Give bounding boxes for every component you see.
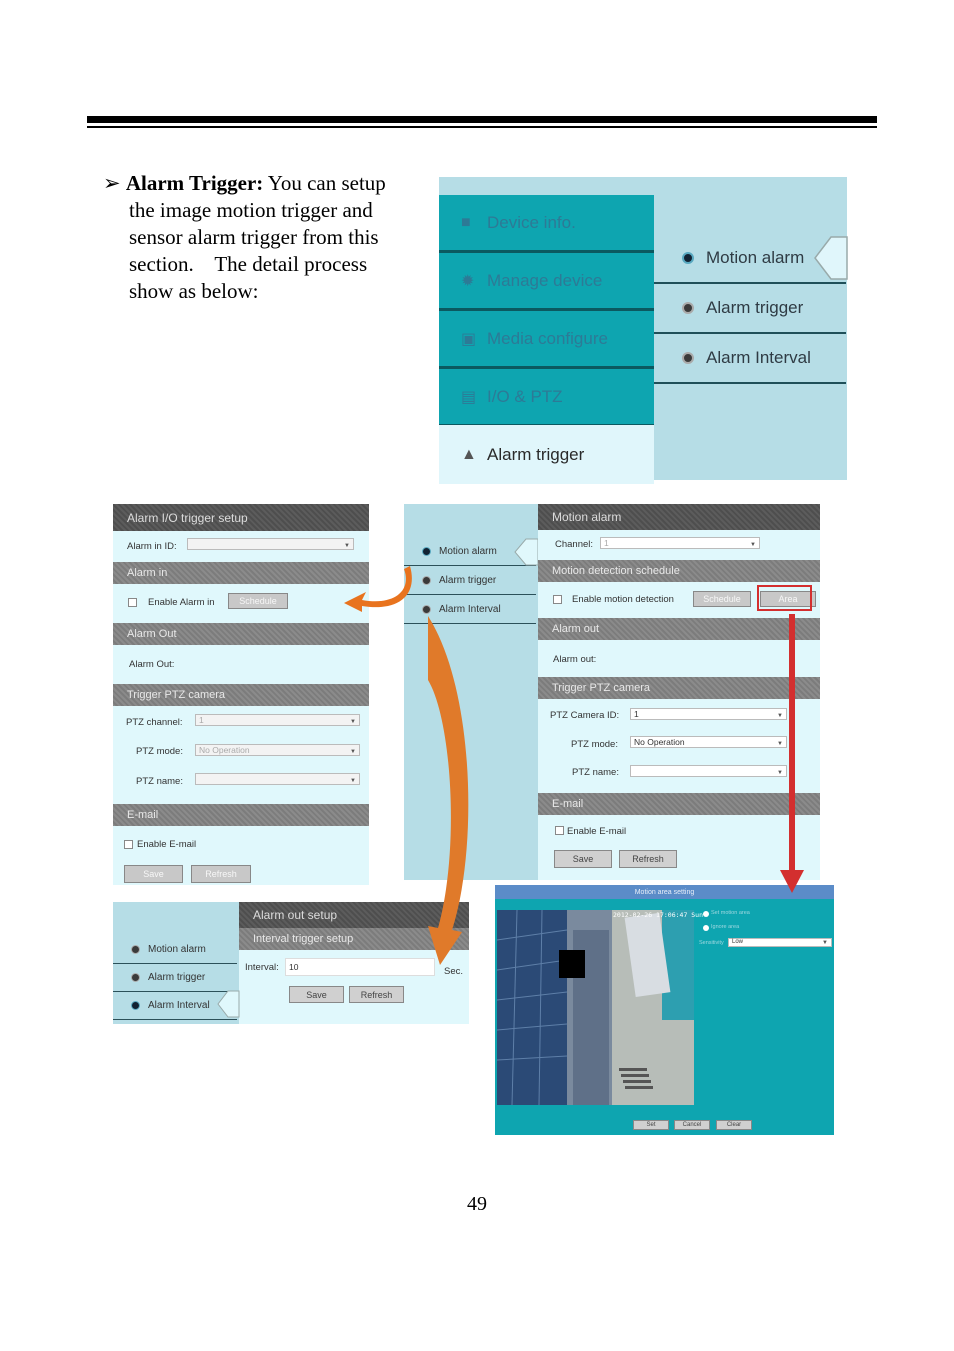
mini-item-motion-alarm[interactable] — [113, 935, 237, 964]
tab-pointer-icon — [217, 991, 239, 1017]
ptz-mode-label: PTZ mode: — [136, 746, 183, 757]
ptz-mode-select[interactable] — [195, 744, 360, 756]
radio-set-area[interactable] — [703, 911, 709, 917]
ptz-name-select[interactable] — [195, 773, 360, 785]
alarm-io-setup-panel — [113, 504, 369, 885]
schedule-button[interactable]: Schedule — [228, 593, 288, 609]
intro-paragraph — [103, 170, 423, 305]
enable-motion-label: Enable motion detection — [572, 594, 674, 605]
mini-sub-menu — [113, 902, 239, 1024]
area-button[interactable]: Area — [760, 591, 816, 607]
intro-line2: the image motion trigger and — [129, 198, 373, 222]
ptz-name-label: PTZ name: — [572, 767, 619, 778]
set-area-label: Set motion area — [711, 910, 750, 916]
chevron-down-icon: ▼ — [777, 741, 783, 747]
save-button[interactable]: Save — [289, 986, 344, 1003]
mini-item-alarm-trigger[interactable] — [113, 963, 237, 992]
radio-dot-icon — [422, 576, 431, 585]
alarm-in-id-label: Alarm in ID: — [127, 541, 177, 552]
camera-scene-image — [497, 910, 694, 1105]
mini-sub-menu — [404, 504, 538, 880]
main-menu — [439, 177, 654, 480]
save-button[interactable]: Save — [554, 850, 612, 868]
select-value: No Operation — [199, 745, 250, 755]
menu-item-manage-device[interactable] — [439, 253, 654, 311]
sensitivity-select[interactable] — [728, 938, 832, 947]
gear-icon: ✹ — [461, 272, 475, 290]
interval-unit: Sec. — [444, 966, 464, 977]
panel-title: Alarm out setup — [239, 902, 469, 928]
cancel-button[interactable]: Cancel — [674, 1120, 710, 1130]
select-value: Low — [732, 939, 744, 945]
chevron-down-icon: ▼ — [344, 543, 350, 549]
schedule-header: Motion detection schedule — [538, 560, 820, 582]
bell-icon: ▲ — [461, 445, 477, 463]
header-rule-thin — [87, 126, 877, 128]
intro-line5: show as below: — [129, 279, 259, 303]
email-header: E-mail — [538, 793, 820, 815]
select-value: 1 — [634, 709, 639, 719]
interval-header: Interval trigger setup — [239, 928, 469, 950]
refresh-button[interactable]: Refresh — [191, 865, 251, 883]
alarm-interval-panel — [113, 902, 469, 1024]
menu-label: Manage device — [487, 270, 603, 290]
enable-email-label: Enable E-mail — [567, 826, 627, 837]
panel-title: Alarm I/O trigger setup — [113, 504, 369, 531]
ptz-channel-label: PTZ channel: — [126, 717, 183, 728]
sub-item-alarm-interval[interactable] — [654, 334, 846, 384]
ptz-mode-select[interactable] — [630, 736, 787, 748]
sub-label: Alarm trigger — [148, 971, 206, 983]
tab-pointer-icon — [813, 237, 847, 279]
refresh-button[interactable]: Refresh — [349, 986, 404, 1003]
menu-item-alarm-trigger[interactable] — [439, 425, 654, 484]
channel-label: Channel: — [555, 539, 594, 550]
chevron-down-icon: ▼ — [350, 749, 356, 755]
sub-label: Alarm trigger — [706, 298, 804, 317]
panel-title: Motion alarm — [538, 504, 820, 530]
clear-button[interactable]: Clear — [716, 1120, 752, 1130]
sub-label: Motion alarm — [439, 545, 497, 557]
enable-email-checkbox[interactable] — [124, 840, 133, 849]
select-value: No Operation — [634, 737, 685, 747]
motion-area-setting-panel — [495, 885, 834, 1135]
set-button[interactable]: Set — [633, 1120, 669, 1130]
header-rule-thick — [87, 116, 877, 123]
page-number: 49 — [467, 1193, 487, 1215]
menu-label: Media configure — [487, 328, 608, 348]
io-icon: ▤ — [461, 388, 477, 406]
sub-label: Motion alarm — [706, 248, 805, 267]
radio-dot-icon — [131, 945, 140, 954]
alarm-out-header: Alarm Out — [113, 623, 369, 645]
bullet-icon: ➢ — [103, 171, 121, 195]
chevron-down-icon: ▼ — [777, 770, 783, 776]
enable-alarm-in-label: Enable Alarm in — [148, 597, 215, 608]
alarm-out-header: Alarm out — [538, 618, 820, 640]
film-icon: ▣ — [461, 330, 477, 348]
sub-label: Alarm Interval — [148, 999, 210, 1011]
enable-email-label: Enable E-mail — [137, 839, 197, 850]
ptz-name-label: PTZ name: — [136, 776, 183, 787]
menu-item-media-configure[interactable] — [439, 311, 654, 369]
channel-select[interactable] — [600, 537, 760, 549]
intro-line3: sensor alarm trigger from this — [129, 225, 379, 249]
ptz-camera-select[interactable] — [630, 708, 787, 720]
radio-dot-icon — [131, 973, 140, 982]
mini-item-alarm-interval[interactable] — [404, 595, 536, 624]
radio-ignore-area[interactable] — [703, 925, 709, 931]
panel-title: Motion area setting — [495, 885, 834, 899]
sub-label: Alarm trigger — [439, 574, 497, 586]
ptz-header: Trigger PTZ camera — [538, 677, 820, 699]
radio-dot-icon — [682, 252, 694, 264]
menu-label: Device info. — [487, 212, 576, 232]
radio-dot-icon — [682, 352, 694, 364]
email-header: E-mail — [113, 804, 369, 826]
interval-label: Interval: — [245, 962, 279, 973]
chevron-down-icon: ▼ — [750, 542, 756, 548]
radio-dot-icon — [422, 547, 431, 556]
motion-alarm-form — [538, 504, 820, 880]
intro-bold: Alarm Trigger: — [125, 171, 264, 195]
area-highlight-box — [757, 585, 812, 611]
sub-label: Alarm Interval — [439, 603, 501, 615]
chevron-down-icon: ▼ — [777, 713, 783, 719]
sub-item-alarm-trigger[interactable] — [654, 284, 846, 334]
chevron-down-icon: ▼ — [350, 719, 356, 725]
enable-email-checkbox[interactable] — [555, 826, 564, 835]
ptz-camera-label: PTZ Camera ID: — [550, 710, 620, 721]
select-value: 1 — [199, 715, 204, 725]
motion-alarm-panel — [404, 504, 820, 880]
save-button[interactable]: Save — [124, 865, 183, 883]
intro-line1: You can setup — [263, 171, 386, 195]
camera-timestamp: 2012-02-26 17:06:47 Sun — [613, 911, 704, 919]
enable-alarm-in-checkbox[interactable] — [128, 598, 137, 607]
alarm-in-id-select[interactable] — [187, 538, 354, 550]
alarm-out-label: Alarm out: — [553, 654, 597, 665]
ptz-name-select[interactable] — [630, 765, 787, 777]
sub-label: Alarm Interval — [706, 348, 811, 367]
ptz-header: Trigger PTZ camera — [113, 684, 369, 706]
tab-pointer-icon — [514, 539, 538, 565]
select-value: 1 — [604, 538, 609, 548]
chevron-down-icon: ▼ — [350, 778, 356, 784]
schedule-button[interactable]: Schedule — [693, 591, 751, 607]
ptz-mode-label: PTZ mode: — [571, 739, 618, 750]
menu-item-device-info[interactable] — [439, 195, 654, 253]
menu-label: Alarm trigger — [487, 444, 585, 464]
radio-dot-icon — [682, 302, 694, 314]
menu-item-io-ptz[interactable] — [439, 369, 654, 427]
alarm-out-label: Alarm Out: — [129, 659, 175, 670]
sub-menu — [654, 177, 847, 480]
mini-item-alarm-trigger[interactable] — [404, 566, 536, 595]
refresh-button[interactable]: Refresh — [619, 850, 677, 868]
intro-line4: section. The detail process — [129, 252, 368, 276]
menu-label: I/O & PTZ — [487, 386, 563, 406]
camera-preview[interactable] — [497, 910, 704, 1105]
radio-dot-icon — [131, 1001, 140, 1010]
chevron-down-icon: ▼ — [822, 940, 828, 946]
enable-motion-checkbox[interactable] — [553, 595, 562, 604]
interval-input[interactable]: 10 — [285, 958, 435, 976]
ignore-area-label: Ignore area — [711, 924, 740, 930]
radio-dot-icon — [422, 605, 431, 614]
main-menu-panel — [439, 177, 847, 480]
alarm-in-header: Alarm in — [113, 562, 369, 584]
camera-icon: ■ — [461, 213, 471, 231]
sub-label: Motion alarm — [148, 943, 206, 955]
sensitivity-label: Sensitivity — [699, 940, 724, 946]
ptz-channel-select[interactable] — [195, 714, 360, 726]
